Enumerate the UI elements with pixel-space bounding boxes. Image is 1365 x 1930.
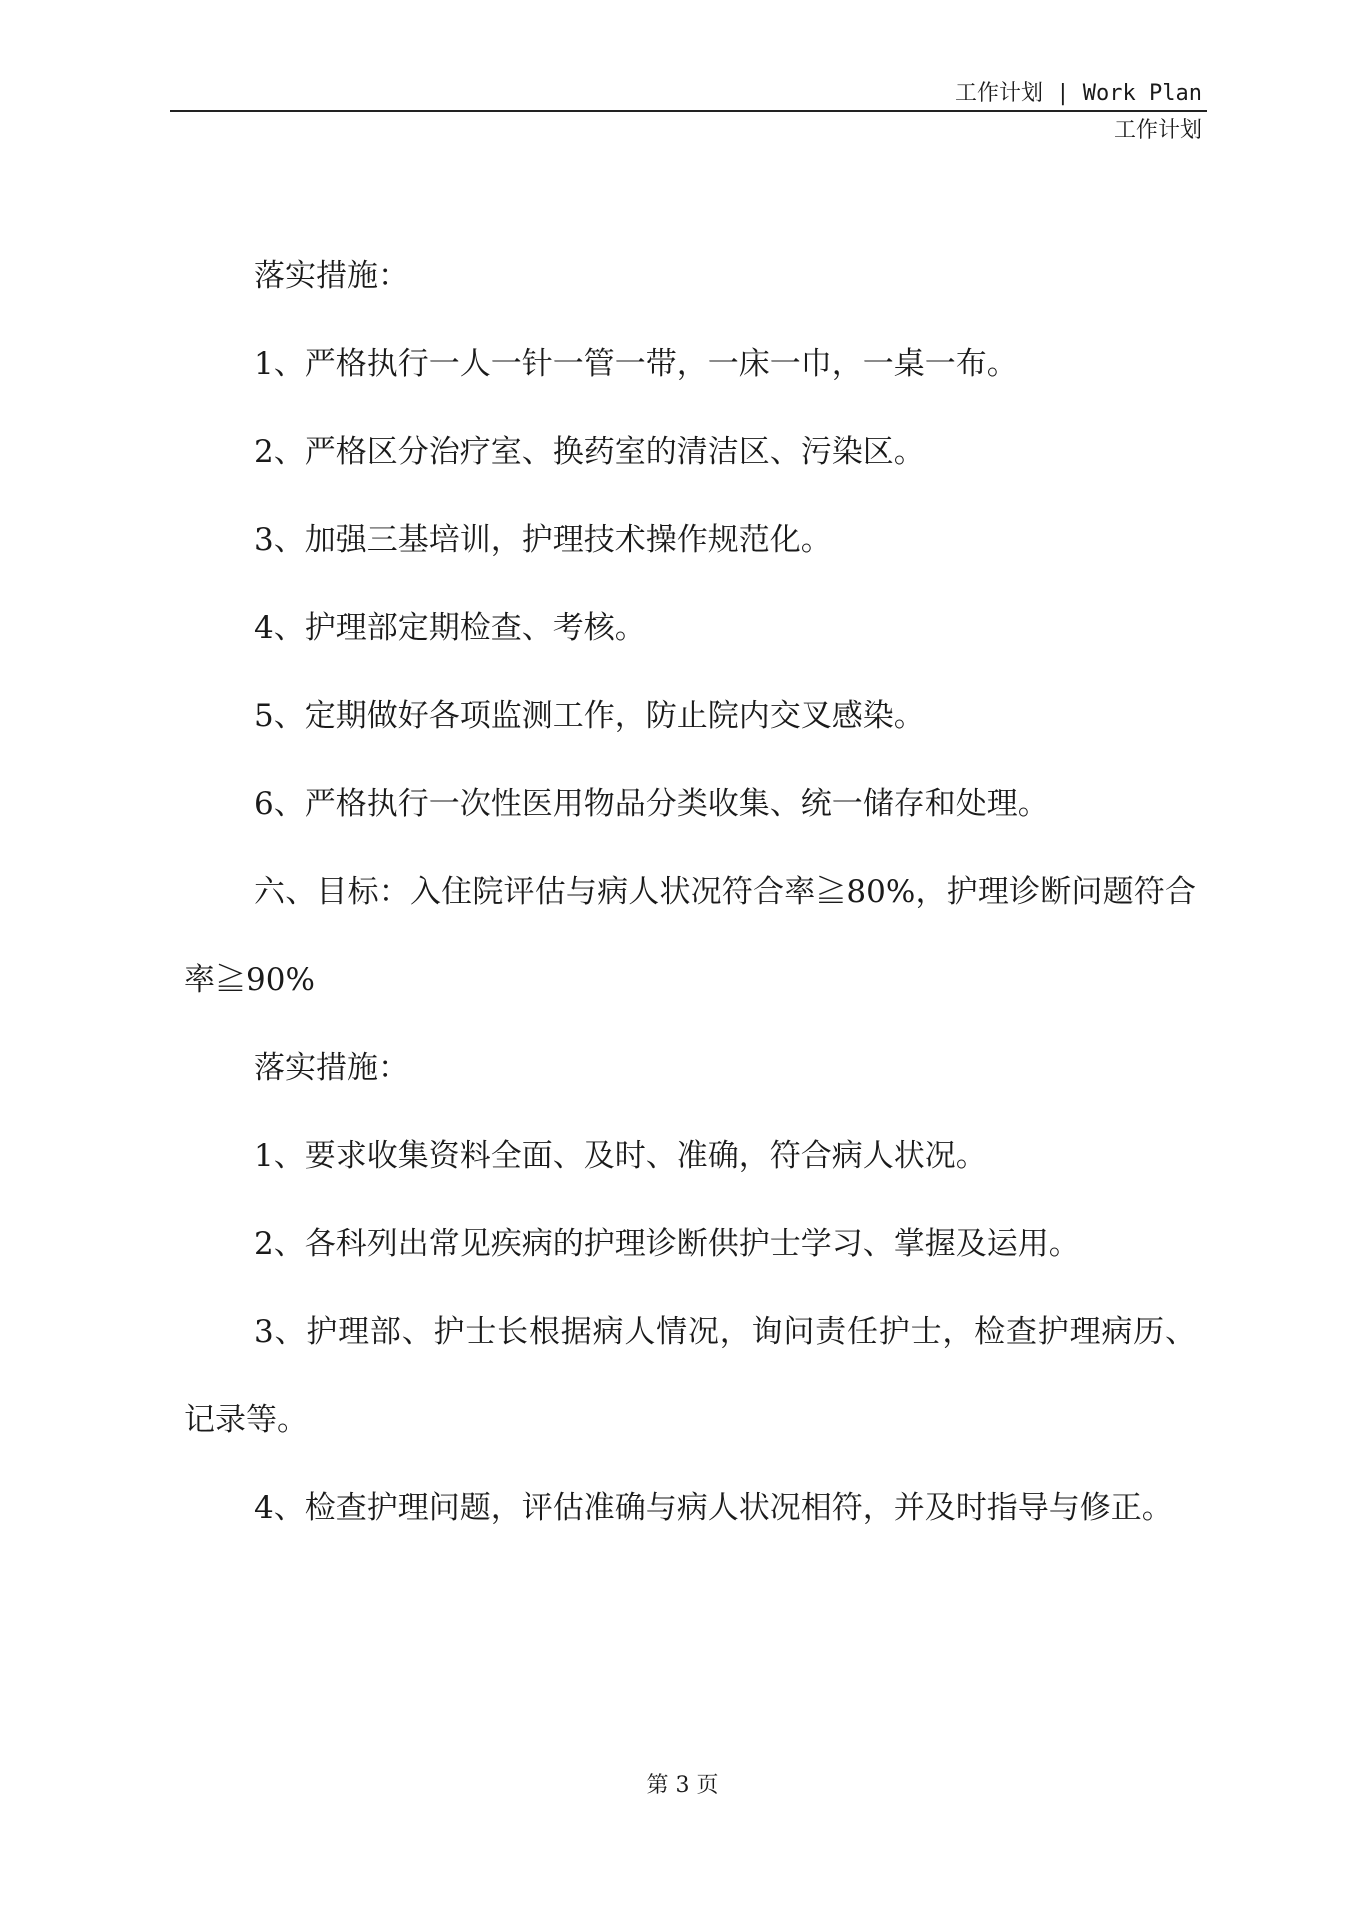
paragraph: 落实措施： (254, 258, 409, 294)
paragraph: 4、护理部定期检查、考核。 (254, 610, 646, 646)
document-body (184, 232, 1196, 1552)
paragraph: 2、严格区分治疗室、换药室的清洁区、污染区。 (254, 434, 925, 470)
paragraph: 4、检查护理问题，评估准确与病人状况相符，并及时指导与修正。 (254, 1490, 1173, 1526)
header-subtitle: 工作计划 (1113, 118, 1202, 143)
paragraph: 5、定期做好各项监测工作，防止院内交叉感染。 (254, 698, 925, 734)
paragraph: 1、要求收集资料全面、及时、准确，符合病人状况。 (254, 1138, 987, 1174)
page-number: 第 3 页 (646, 1773, 719, 1798)
paragraph: 3、护理部、护士长根据病人情况，询问责任护士，检查护理病历、记录等。 (184, 1314, 1196, 1438)
header-title: 工作计划 | Work Plan (955, 81, 1202, 106)
paragraph: 6、严格执行一次性医用物品分类收集、统一储存和处理。 (254, 786, 1049, 822)
header-divider (170, 110, 1207, 112)
paragraph: 3、加强三基培训，护理技术操作规范化。 (254, 522, 832, 558)
paragraph: 落实措施： (254, 1050, 409, 1086)
paragraph: 六、目标：入住院评估与病人状况符合率≧80%，护理诊断问题符合率≧90% (184, 874, 1196, 998)
paragraph: 1、严格执行一人一针一管一带，一床一巾，一桌一布。 (254, 346, 1018, 382)
paragraph: 2、各科列出常见疾病的护理诊断供护士学习、掌握及运用。 (254, 1226, 1080, 1262)
